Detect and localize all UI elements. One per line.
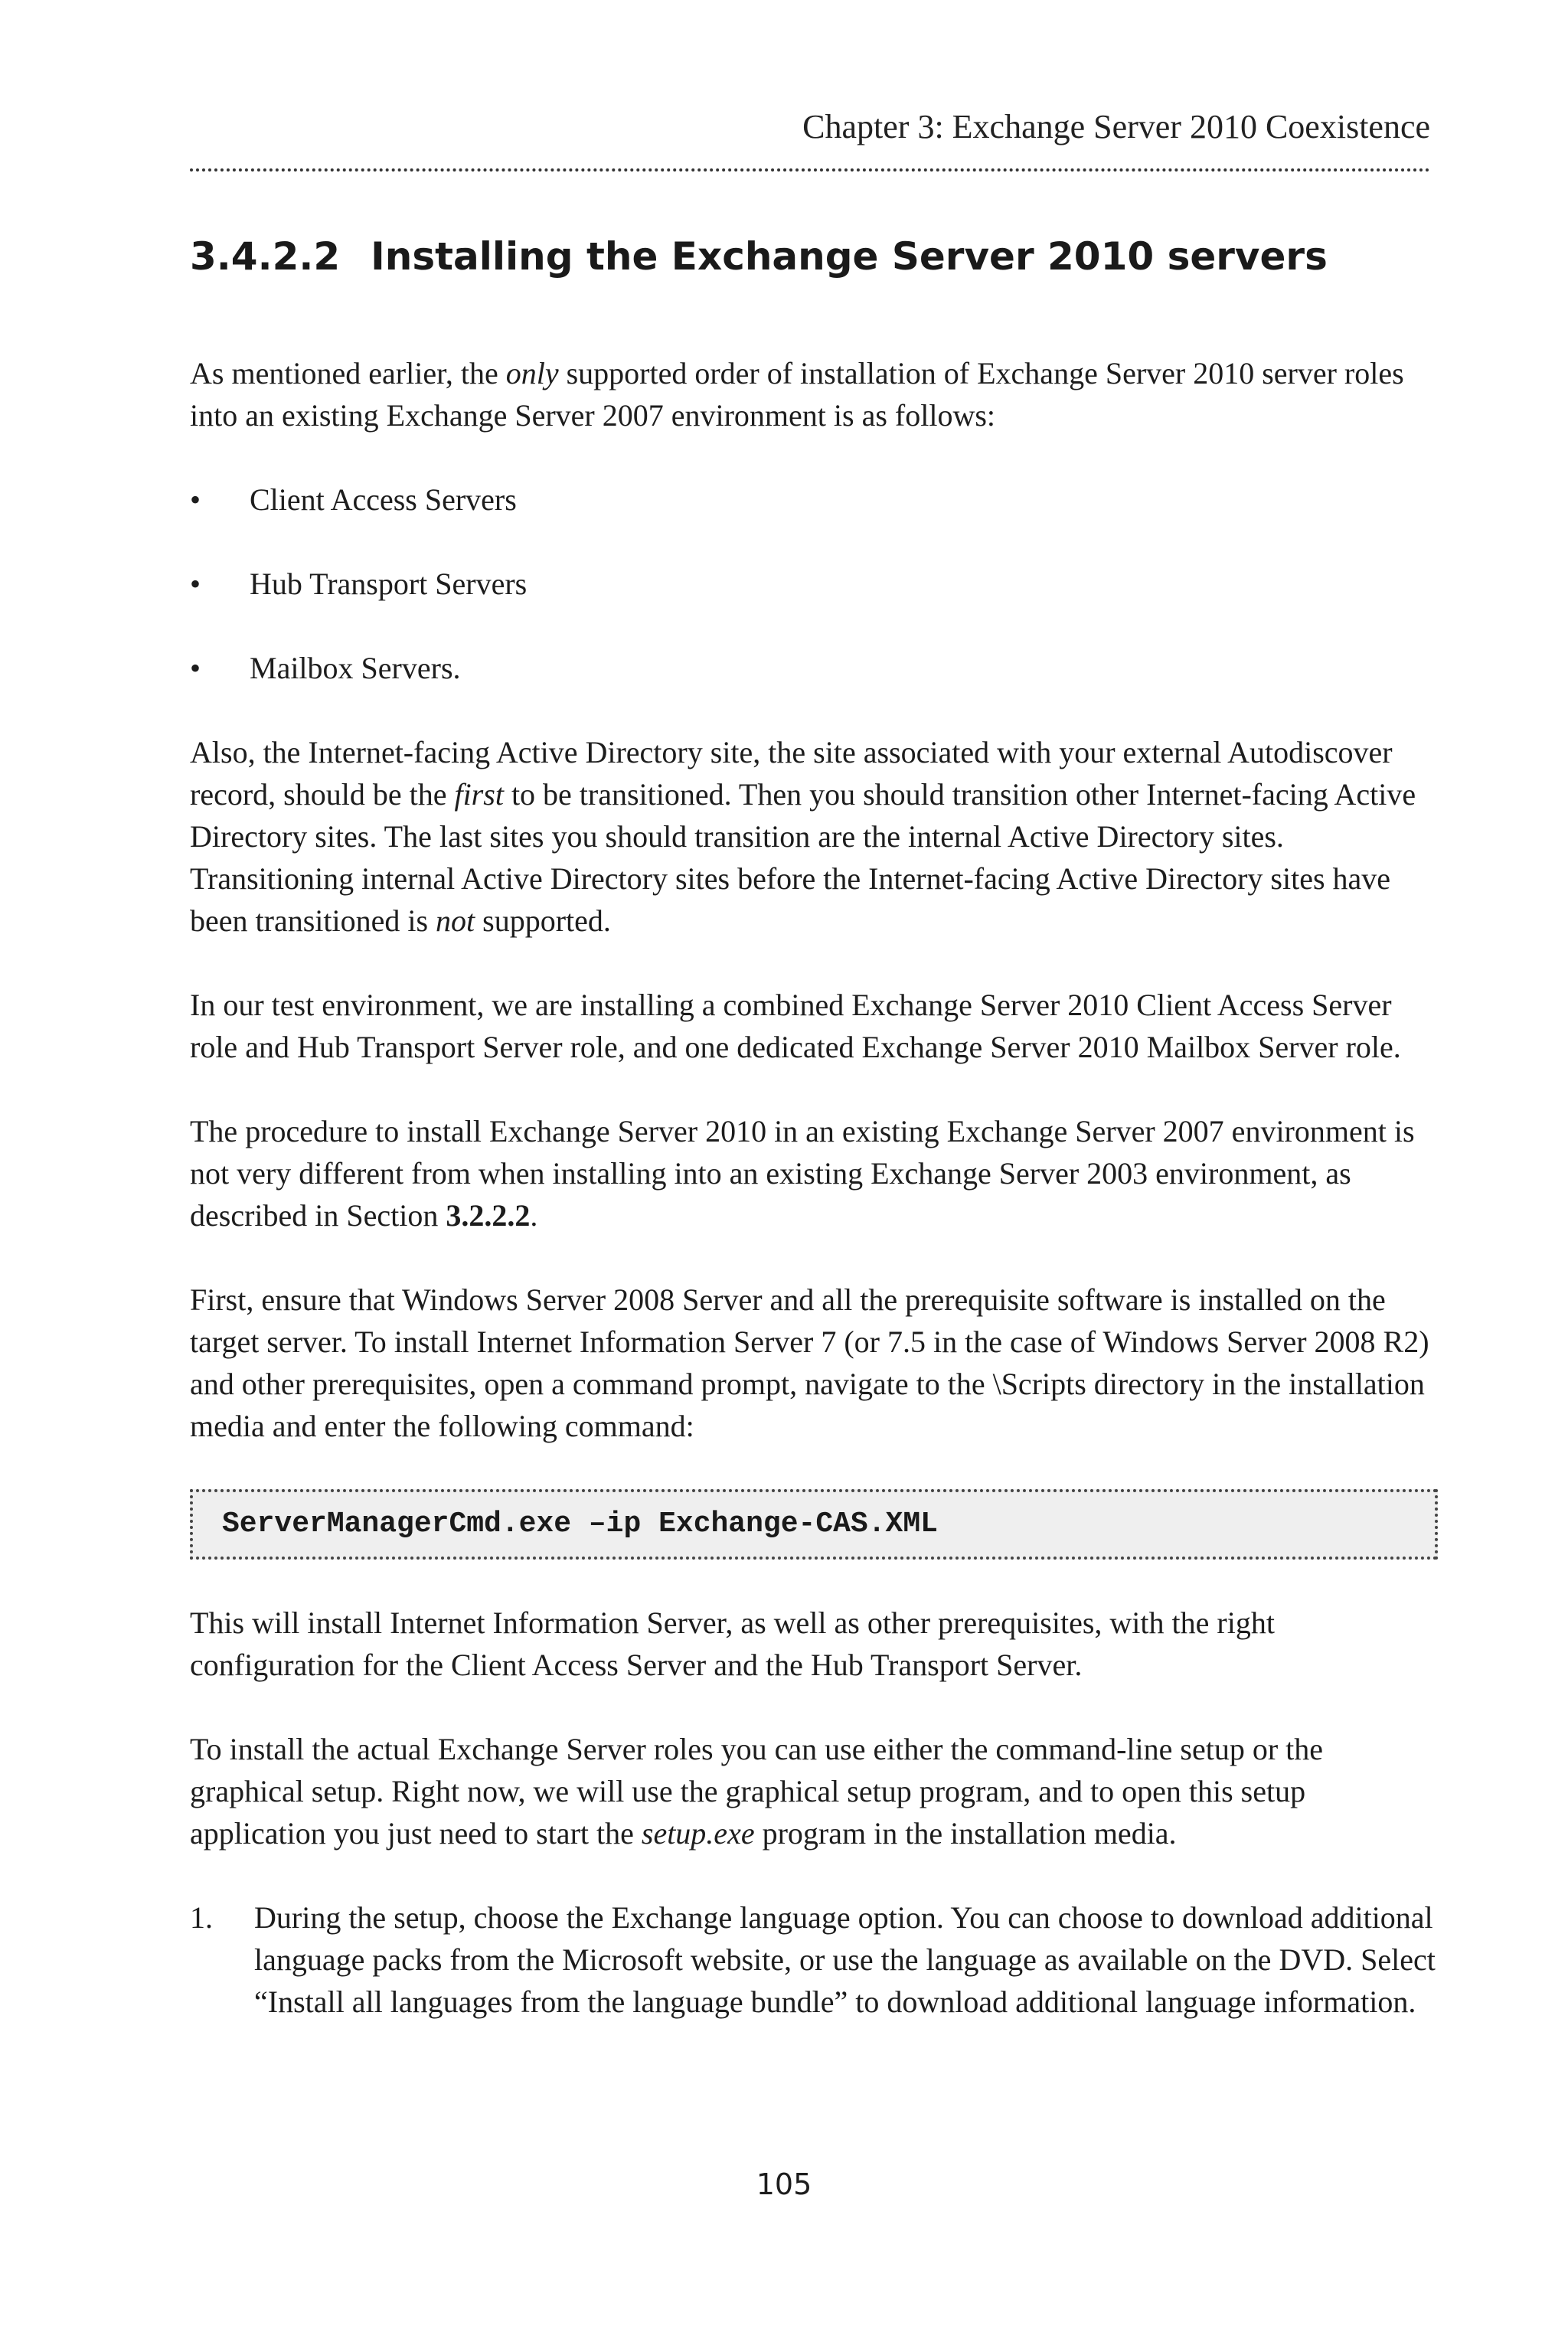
emphasis-setup-exe: setup.exe: [641, 1816, 755, 1851]
list-item: [190, 647, 1438, 689]
emphasis-only: only: [505, 356, 559, 390]
section-reference: 3.2.2.2: [446, 1198, 531, 1233]
bullet-marker: •: [190, 651, 201, 685]
paragraph-prerequisites: First, ensure that Windows Server 2008 Server and all the prerequisite software is installed on the target server. To install Internet Information Server 7 (or 7.5 in the case of Windows Server 2008 R2) and other prerequisites, open a command prompt, navigate to the \Scripts directory in the installation media and enter the following command:: [190, 1282, 1429, 1443]
section-number: 3.4.2.2: [190, 234, 341, 279]
text-run: The procedure to install Exchange Server 2010 in an existing Exchange Server 2007 environment is not very different from when installing into an existing Exchange Server 2003 environment, as described in Section: [190, 1114, 1415, 1233]
list-item-text: Mailbox Servers.: [250, 651, 461, 685]
list-item: [190, 563, 1438, 605]
emphasis-first: first: [454, 777, 504, 812]
text-run: .: [530, 1198, 538, 1233]
bullet-marker: •: [190, 567, 201, 601]
text-run: Also, the Internet-facing Active Directory site, the site associated with your external Autodiscover record, should be the: [190, 735, 1393, 812]
step-text: During the setup, choose the Exchange language option. You can choose to download additional language packs from the Microsoft website, or use the language as available on the DVD. Select “Install all languages from the language bundle” to download additional language information.: [254, 1900, 1436, 2019]
text-run: To install the actual Exchange Server roles you can use either the command-line setup or the graphical setup. Right now, we will use the graphical setup program, and to open this setup application you just need to start the: [190, 1732, 1324, 1851]
step-number: 1.: [190, 1900, 213, 1935]
list-item-text: Client Access Servers: [250, 482, 517, 517]
server-role-list: [190, 479, 1438, 689]
text-run: supported.: [475, 903, 611, 938]
setup-steps-list: [190, 1896, 1438, 2023]
body-text: [190, 352, 1438, 2023]
paragraph-procedure: [190, 1110, 1438, 1236]
code-block: ServerManagerCmd.exe –ip Exchange-CAS.XML: [190, 1489, 1438, 1560]
paragraph-iis-install: This will install Internet Information Server, as well as other prerequisites, with the right configuration for the Client Access Server and the Hub Transport Server.: [190, 1606, 1275, 1682]
emphasis-not: not: [436, 903, 475, 938]
paragraph-test-environment: In our test environment, we are installing a combined Exchange Server 2010 Client Access Server role and Hub Transport Server role, and one dedicated Exchange Server 2010 Mailbox Server role.: [190, 988, 1401, 1064]
text-run: supported order of installation of Exchange Server 2010 server roles into an existing Exchange Server 2007 environment is as follows:: [190, 356, 1404, 433]
text-run: to be transitioned. Then you should transition other Internet-facing Active Directory sites. The last sites you should transition are the internal Active Directory sites. Transitioning internal Active Directory sites before the Internet-facing Active Directory sites have been transitioned is: [190, 777, 1416, 938]
bullet-marker: •: [190, 482, 201, 517]
list-item-text: Hub Transport Servers: [250, 567, 528, 601]
list-item: [190, 479, 1438, 521]
text-run: program in the installation media.: [754, 1816, 1177, 1851]
running-header: Chapter 3: Exchange Server 2010 Coexistence: [802, 108, 1430, 145]
paragraph-install-order: [190, 352, 1438, 436]
page-number: 105: [756, 2167, 812, 2201]
paragraph-site-transition: [190, 731, 1438, 942]
section-title: Installing the Exchange Server 2010 servers: [371, 234, 1328, 279]
paragraph-setup-options: [190, 1728, 1438, 1854]
section-heading: [190, 231, 1430, 282]
header-dotted-rule: [190, 168, 1430, 172]
list-item: [190, 1896, 1438, 2023]
text-run: As mentioned earlier, the: [190, 356, 506, 390]
